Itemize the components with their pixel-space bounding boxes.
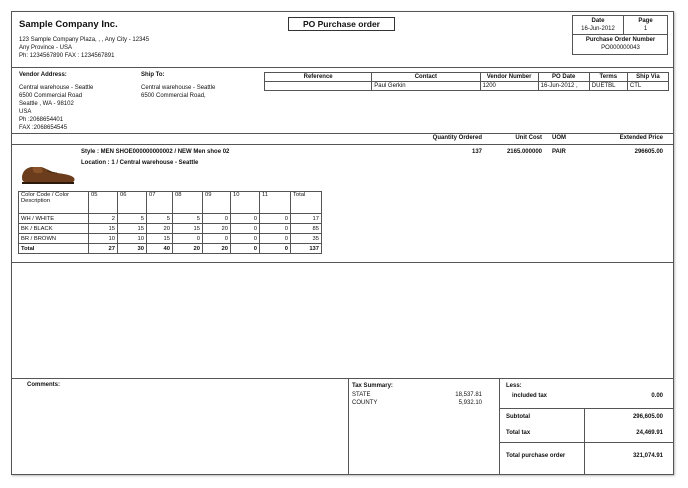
tax-row-amount: 5,932.10 (458, 400, 482, 406)
line-item-qty: 137 (471, 149, 482, 155)
grid-total-cell: 27 (89, 244, 118, 254)
grid-header-color: Color Code / Color Description (19, 192, 89, 214)
po-number-label: Purchase Order Number (585, 37, 656, 43)
table-row (19, 214, 322, 224)
grid-total-cell: 137 (291, 244, 322, 254)
total-purchase-order-label: Total purchase order (506, 453, 566, 459)
grid-cell: 5 (173, 214, 203, 224)
grid-cell: 5 (147, 214, 173, 224)
vendor-line: Central warehouse - Seattle (19, 85, 94, 91)
grid-cell: 20 (147, 224, 173, 234)
grid-header-size: 08 (173, 192, 203, 214)
grid-cell: 0 (203, 234, 231, 244)
grid-cell: 17 (291, 214, 322, 224)
grid-header-size: 09 (203, 192, 231, 214)
line-item-location: Location : 1 / Central warehouse - Seattle (81, 160, 199, 166)
vendor-address (19, 84, 93, 132)
company-name: Sample Company Inc. (19, 19, 118, 30)
ship-to-label: Ship To: (141, 72, 165, 78)
company-phone-fax: Ph: 1234567890 FAX : 1234567891 (19, 53, 115, 59)
unit-cost-header: Unit Cost (515, 135, 542, 141)
grid-cell: 0 (231, 224, 260, 234)
grid-header-size: 10 (231, 192, 260, 214)
grid-cell: 35 (291, 234, 322, 244)
included-tax-label: included tax (512, 393, 548, 399)
vendor-line: 6500 Commercial Road (19, 93, 83, 99)
extended-price-header: Extended Price (619, 135, 663, 141)
grid-total-cell: 0 (260, 244, 291, 254)
grid-cell: 0 (231, 214, 260, 224)
grid-row-label: BR / BROWN (19, 234, 89, 244)
grid-cell: 0 (173, 234, 203, 244)
terms-value: DUETBL (589, 82, 627, 91)
grid-cell: 0 (231, 234, 260, 244)
grid-cell: 15 (173, 224, 203, 234)
company-address-line2: Any Province - USA (19, 45, 73, 51)
grid-row-label: BK / BLACK (19, 224, 89, 234)
grid-header-total: Total (291, 192, 322, 214)
ship-to-address (141, 84, 215, 100)
included-tax-value: 0.00 (651, 393, 663, 399)
subtotal-value: 296,605.00 (632, 414, 663, 420)
grid-total-cell: 0 (231, 244, 260, 254)
grid-cell: 15 (147, 234, 173, 244)
col-po-date: PO Date (538, 73, 589, 82)
grid-total-label: Total (19, 244, 89, 254)
grid-header-size: 06 (118, 192, 147, 214)
line-item-extended-price: 296605.00 (634, 149, 663, 155)
product-image (19, 158, 77, 186)
vendor-line: FAX :2068654545 (19, 125, 68, 131)
grid-cell: 10 (118, 234, 147, 244)
tax-row-name: STATE (352, 392, 371, 398)
po-date-value: 16-Jun-2012 , (538, 82, 589, 91)
grid-cell: 15 (89, 224, 118, 234)
vendor-address-label: Vendor Address: (19, 72, 67, 78)
contact-value: Paul Gerkin (372, 82, 480, 91)
tax-summary-label: Tax Summary: (352, 383, 393, 389)
uom-header: UOM (552, 135, 566, 141)
size-grid (18, 191, 322, 254)
grid-row-label: WH / WHITE (19, 214, 89, 224)
tax-row-name: COUNTY (352, 400, 378, 406)
vendor-line: Seattle , WA - 98102 (19, 101, 74, 107)
page-value: 1 (643, 26, 648, 32)
reference-value (265, 82, 372, 91)
grid-cell: 20 (203, 224, 231, 234)
grid-cell: 0 (203, 214, 231, 224)
grid-dash: - (188, 260, 190, 266)
grid-cell: 5 (118, 214, 147, 224)
line-item-unit-cost: 2165.000000 (506, 149, 542, 155)
company-address-line1: 123 Sample Company Plaza, , , Any City - 12345 (19, 37, 150, 43)
vendor-line: Ph :2068654401 (19, 117, 64, 123)
col-vendor-number: Vendor Number (480, 73, 538, 82)
grid-cell: 2 (89, 214, 118, 224)
subtotal-label: Subtotal (506, 414, 530, 420)
brown-shoe-icon (19, 158, 77, 186)
grid-total-cell: 30 (118, 244, 147, 254)
ship-to-line: 6500 Commercial Road, (141, 93, 206, 99)
qty-ordered-header: Quantity Ordered (432, 135, 482, 141)
total-purchase-order-value: 321,074.91 (632, 453, 663, 459)
grid-header-size: 07 (147, 192, 173, 214)
grid-cell: 0 (260, 234, 291, 244)
date-value: 16-Jun-2012 (581, 26, 615, 32)
grid-header-size: 11 (260, 192, 291, 214)
grid-total-cell: 20 (173, 244, 203, 254)
comments-label: Comments: (27, 382, 61, 388)
col-reference: Reference (265, 73, 372, 82)
ship-via-value: CTL (627, 82, 668, 91)
grid-cell: 0 (260, 214, 291, 224)
table-row (19, 224, 322, 234)
grid-cell: 85 (291, 224, 322, 234)
col-terms: Terms (589, 73, 627, 82)
page-label: Page (638, 18, 653, 24)
less-label: Less: (506, 383, 522, 389)
order-info-table (264, 72, 669, 91)
grid-cell: 15 (118, 224, 147, 234)
vendor-number-value: 1200 (480, 82, 538, 91)
grid-total-cell: 20 (203, 244, 231, 254)
grid-header-size: 05 (89, 192, 118, 214)
po-header-box (572, 15, 668, 55)
grid-cell: 0 (260, 224, 291, 234)
po-number-value: PO000000043 (601, 45, 640, 51)
table-row-total (19, 244, 322, 254)
ship-to-line: Central warehouse - Seattle (141, 85, 216, 91)
document-title: PO Purchase order (288, 17, 395, 31)
grid-cell: 10 (89, 234, 118, 244)
total-tax-value: 24,469.91 (636, 430, 663, 436)
vendor-line: USA (19, 109, 32, 115)
line-item-uom: PAIR (552, 149, 566, 155)
line-item-style: Style : MEN SHOE000000000002 / NEW Men shoe 02 (81, 149, 230, 155)
table-row (19, 234, 322, 244)
col-ship-via: Ship Via (627, 73, 668, 82)
tax-row-amount: 18,537.81 (455, 392, 482, 398)
total-tax-label: Total tax (506, 430, 531, 436)
date-label: Date (591, 18, 605, 24)
col-contact: Contact (372, 73, 480, 82)
grid-total-cell: 40 (147, 244, 173, 254)
